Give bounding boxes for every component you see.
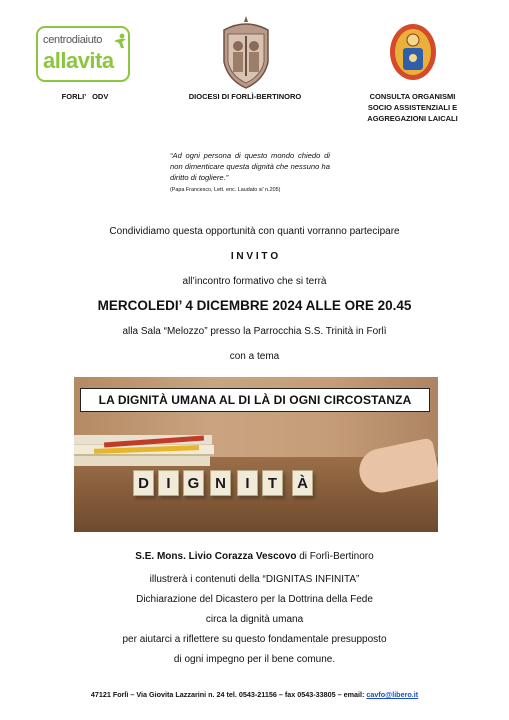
pope-quote: [170, 150, 330, 196]
tile-d: D: [133, 470, 154, 496]
intro-line: Condividiamo questa opportunità con quanti vorranno partecipare: [109, 226, 400, 237]
theme-intro: con a tema: [229, 351, 280, 362]
speaker-text-1: illustrerà i contenuti della “DIGNITAS INFINITA”: [149, 574, 360, 585]
consulta-caption-1: CONSULTA ORGANISMI: [369, 92, 456, 101]
tile-i2: I: [237, 470, 258, 496]
tile-t: T: [262, 470, 283, 496]
tile-i: I: [158, 470, 179, 496]
footer-text: 47121 Forlì – Via Giovita Lazzarini n. 24 tel. 0543-21156 – fax 0543-33805 – email:: [90, 690, 367, 699]
diocese-caption: DIOCESI DI FORLÌ-BERTINORO: [188, 92, 302, 101]
footer-email-link[interactable]: cavfo@libero.it: [366, 690, 419, 699]
tile-g: G: [183, 470, 204, 496]
cav-logo-line2: allavita: [43, 48, 114, 73]
cav-caption: FORLI’ ODV: [61, 92, 109, 101]
consulta-caption-2: SOCIO ASSISTENZIALI E: [367, 103, 458, 112]
speaker-line: [0, 551, 509, 562]
person-icon: [112, 33, 128, 49]
speaker-text-4: per aiutarci a riflettere su questo fondamentale presupposto: [122, 634, 387, 645]
diocese-seal-icon: [218, 14, 274, 90]
cav-logo: [36, 26, 130, 82]
speaker-suffix: di Forlì-Bertinoro: [296, 551, 374, 562]
quote-source: (Papa Francesco, Lett. enc. Laudato si’ n.205): [170, 187, 281, 193]
tile-a: À: [292, 470, 313, 496]
cav-logo-line1: centrodiaiuto: [43, 34, 103, 46]
footer-contacts: [0, 690, 509, 699]
tile-n: N: [210, 470, 231, 496]
consulta-logo-icon: [388, 22, 438, 82]
venue-line: alla Sala “Melozzo” presso la Parrocchia S.S. Trinità in Forlì: [122, 326, 387, 337]
speaker-text-5: di ogni impegno per il bene comune.: [173, 654, 336, 665]
quote-text: “Ad ogni persona di questo mondo chiedo di non dimenticare questa dignità che nessuno ha diritto di togliere.”: [170, 151, 330, 182]
speaker-name: S.E. Mons. Livio Corazza Vescovo: [135, 551, 297, 562]
consulta-caption-3: AGGREGAZIONI LAICALI: [367, 114, 458, 123]
speaker-text-3: circa la dignità umana: [205, 614, 304, 625]
speaker-text-2: Dichiarazione del Dicastero per la Dottrina della Fede: [136, 594, 373, 605]
event-date: MERCOLEDI’ 4 DICEMBRE 2024 ALLE ORE 20.45: [97, 298, 412, 313]
invito-heading: I N V I T O: [230, 251, 279, 262]
meeting-line: all’incontro formativo che si terrà: [182, 276, 327, 287]
theme-banner: LA DIGNITÀ UMANA AL DI LÀ DI OGNI CIRCOSTANZA: [80, 388, 430, 412]
